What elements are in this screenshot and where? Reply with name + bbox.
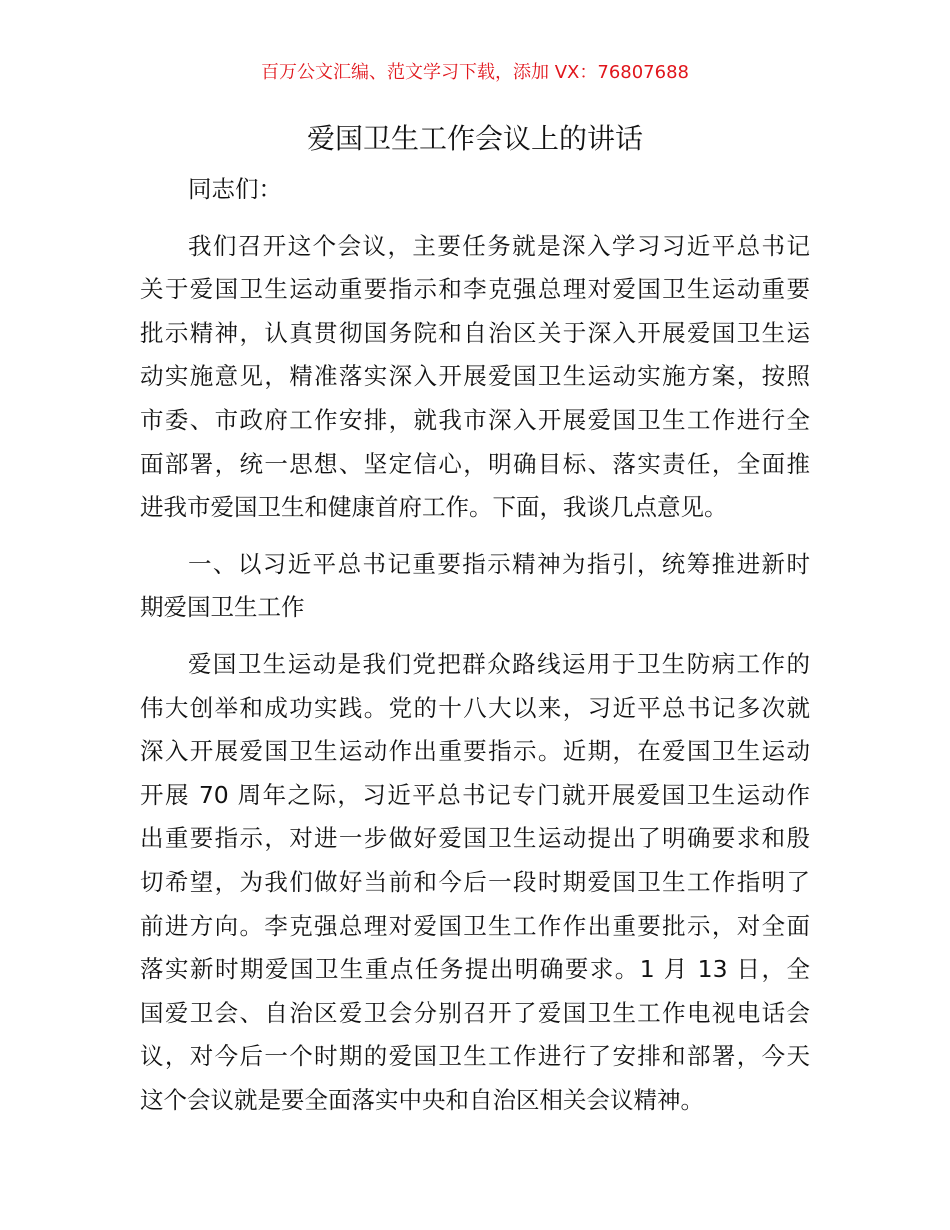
watermark-header: 百万公文汇编、范文学习下载，添加 VX：76807688 — [261, 62, 689, 83]
document-title: 爱国卫生工作会议上的讲话 — [306, 122, 643, 155]
paragraph-line: 爱国卫生运动是我们党把群众路线运用于卫生防病工作的 — [188, 649, 810, 678]
paragraph-line: 动实施意见，精准落实深入开展爱国卫生运动实施方案，按照 — [140, 362, 810, 391]
paragraph-line: 深入开展爱国卫生运动作出重要指示。近期，在爱国卫生运动 — [140, 737, 810, 766]
paragraph-line: 期爱国卫生工作 — [140, 593, 305, 622]
paragraph-line: 我们召开这个会议，主要任务就是深入学习习近平总书记 — [188, 231, 810, 260]
paragraph — [140, 168, 810, 212]
paragraph — [140, 225, 810, 530]
paragraph-line: 一、以习近平总书记重要指示精神为指引，统筹推进新时 — [188, 549, 810, 578]
paragraph-line: 面部署，统一思想、坚定信心，明确目标、落实责任，全面推 — [140, 449, 810, 478]
paragraph — [140, 643, 810, 1123]
paragraph-line: 进我市爱国卫生和健康首府工作。下面，我谈几点意见。 — [140, 493, 728, 522]
paragraph-line: 同志们： — [188, 175, 282, 203]
paragraph-line: 国爱卫会、自治区爱卫会分别召开了爱国卫生工作电视电话会 — [140, 998, 810, 1027]
paragraph-line: 市委、市政府工作安排，就我市深入开展爱国卫生工作进行全 — [140, 405, 810, 434]
paragraph-line: 前进方向。李克强总理对爱国卫生工作作出重要批示，对全面 — [140, 911, 810, 940]
paragraph-line: 切希望，为我们做好当前和今后一段时期爱国卫生工作指明了 — [140, 867, 810, 896]
paragraph-line: 议，对今后一个时期的爱国卫生工作进行了安排和部署，今天 — [140, 1042, 810, 1071]
paragraph-line: 这个会议就是要全面落实中央和自治区相关会议精神。 — [140, 1085, 704, 1114]
paragraph-line: 关于爱国卫生运动重要指示和李克强总理对爱国卫生运动重要 — [140, 275, 810, 304]
document-body — [140, 168, 810, 1135]
paragraph — [140, 543, 810, 630]
paragraph-line: 出重要指示，对进一步做好爱国卫生运动提出了明确要求和殷 — [140, 824, 810, 853]
paragraph-line: 伟大创举和成功实践。党的十八大以来，习近平总书记多次就 — [140, 693, 810, 722]
paragraph-line: 批示精神，认真贯彻国务院和自治区关于深入开展爱国卫生运 — [140, 318, 810, 347]
paragraph-line: 开展 70 周年之际，习近平总书记专门就开展爱国卫生运动作 — [140, 780, 810, 809]
paragraph-line: 落实新时期爱国卫生重点任务提出明确要求。1 月 13 日，全 — [140, 955, 810, 984]
